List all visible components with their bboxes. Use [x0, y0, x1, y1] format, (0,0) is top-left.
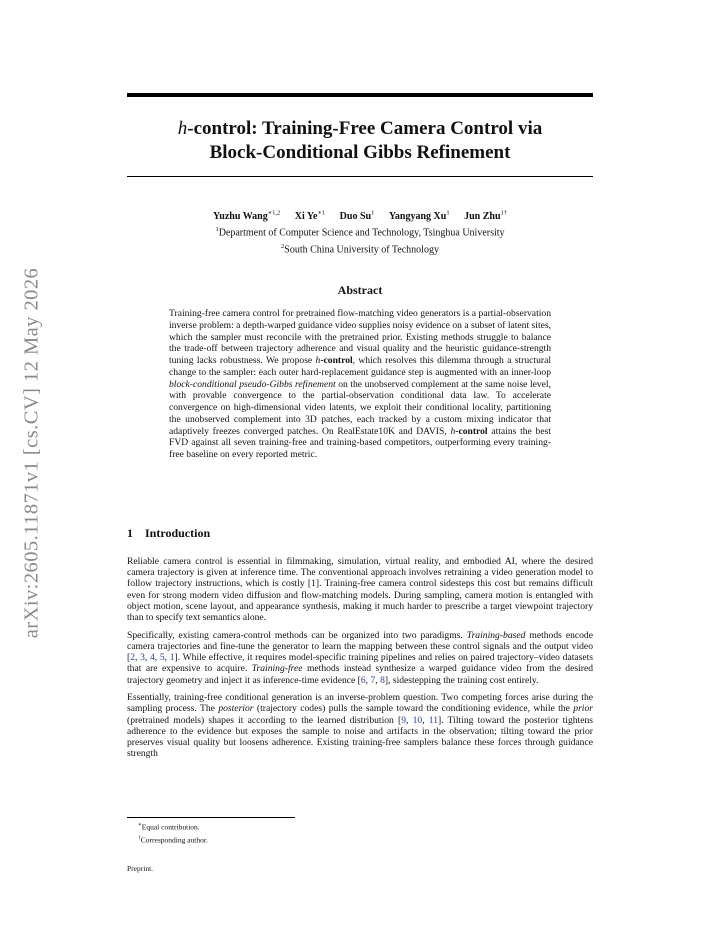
citation-link[interactable]: 9 — [401, 714, 407, 726]
footnote: †Corresponding author. — [138, 834, 208, 844]
footnote: ∗Equal contribution. — [138, 822, 200, 832]
citation-link[interactable]: 6 — [360, 674, 366, 686]
affiliation-1: $^1$Department of Computer Science and Technology, Tsinghua University — [215, 226, 505, 239]
introduction-body — [127, 556, 593, 766]
title-h: h — [177, 118, 188, 139]
author: Jun Zhu$^{1\dagger}$ — [464, 210, 508, 223]
paper-title — [127, 117, 593, 165]
abstract-text: Training-free camera control for pretrained flow-matching video generators is a partial-observation inverse problem: a depth-warped guidance video supplies noisy evidence on a subset of latent sites, which the sampler must reconcile with the pretrained prior. Existing methods struggle to balance the trade-off between trajectory adherence and visual quality and the heuristic guidance-strength tuning lacks robustness. We propose h-control, which resolves this dilemma through a structural change to the sampler: each outer hard-replacement guidance step is augmented with an inner-loop block-conditional pseudo-Gibbs refinement on the unobserved complement at the same noise level, with provable convergence to the partial-observation conditional data law. To accelerate convergence on high-dimensional video latents, we exploit their conditional locality, partitioning the unobserved complement into 3D patches, each tracked by a custom mixing indicator that adaptively freezes converged patches. On RealEstate10K and DAVIS, h-control attains the best FVD against all seven training-free and training-based competitors, outperforming every training-free baseline on every reported metric. — [169, 308, 551, 460]
citation-link[interactable]: 1 — [169, 652, 175, 664]
citation-link[interactable]: 10 — [412, 714, 423, 726]
affiliation-2: $^2$South China University of Technology — [281, 242, 439, 255]
section-heading-introduction: 1 Introduction — [127, 526, 211, 540]
arxiv-side-label — [14, 258, 50, 648]
preprint-label: Preprint. — [127, 864, 154, 873]
citation-link[interactable]: 5 — [159, 652, 165, 664]
title-top-rule — [127, 93, 593, 97]
citation-link[interactable]: 7 — [370, 674, 376, 686]
title-bottom-rule — [127, 176, 593, 177]
title-line1: -control: Training-Free Camera Control via — [187, 118, 543, 139]
abstract-heading: Abstract — [337, 283, 383, 297]
paragraph: Essentially, training-free conditional generation is an inverse-problem question. Two competing forces arise during the sampling process. The posterior (trajectory codes) pulls the sample toward the conditioning evidence, while the prior (pretrained models) shapes it according to the learned distribution [9, 10, 11]. Tilting toward the posterior tightens adherence to the evidence but exposes the sample to noise and artifacts in the observation; tilting toward the prior preserves visual quality but loosens adherence. Existing training-free samplers balance these forces through guidance strength — [127, 692, 594, 760]
author-block — [127, 207, 593, 256]
citation-link[interactable]: 3 — [140, 652, 145, 664]
citation-link[interactable]: 4 — [149, 652, 155, 664]
title-line2: Block-Conditional Gibbs Refinement — [209, 142, 511, 163]
footnotes — [138, 820, 208, 845]
citation-link[interactable]: 11 — [428, 714, 439, 726]
paragraph: Reliable camera control is essential in filmmaking, simulation, virtual reality, and embodied AI, where the desired camera trajectory is given at inference time. The conventional approach involves retraining a video generation model to follow trajectory instructions, which is costly [1]. Training-free camera control sidesteps this cost but remains difficult even for strong modern video diffusion and flow-matching models. During sampling, camera motion is entangled with object motion, scene layout, and appearance synthesis, making it much harder to prescribe a target viewpoint trajectory than to specify text semantics alone. — [127, 556, 593, 624]
author: Xi $Ye^{∗1}$ — [294, 210, 326, 223]
author: Duo Su$^1$ — [339, 210, 375, 223]
footnote-rule — [127, 817, 295, 818]
author-names — [127, 207, 593, 223]
citation-link[interactable]: 2 — [130, 652, 135, 664]
arxiv-id-text: arXiv:2605.11871v1 [cs.CV] 12 May 2026 — [20, 267, 43, 639]
author: Yuzhu Wang$^{∗1,2}$ — [212, 210, 281, 223]
citation-link[interactable]: 8 — [380, 674, 385, 686]
paragraph: Specifically, existing camera-control methods can be organized into two paradigms. Training-based methods encode camera trajectories and fine-tune the generator to learn the mapping between these control signals and the output video [2, 3, 4, 5, 1]. While effective, it requires model-specific training pipelines and relies on paired trajectory–video datasets that are expensive to acquire. Training-free methods instead synthesize a warped guidance video from the desired trajectory geometry and inject it as inference-time evidence [6, 7, 8], sidestepping the training cost entirely. — [127, 629, 594, 686]
author: Yangyang Xu$^1$ — [388, 210, 450, 223]
